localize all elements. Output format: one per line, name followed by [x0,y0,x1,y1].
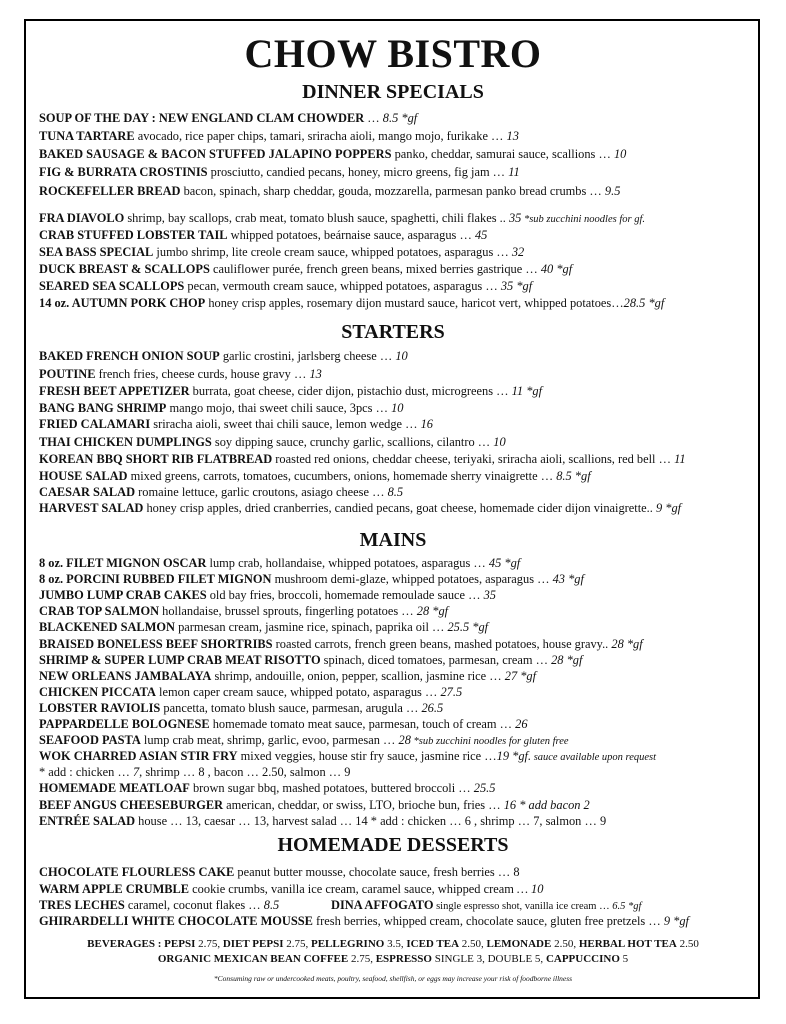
menu-item [39,183,762,200]
beverage-price: 2.50, [551,938,579,950]
section-mains: MAINS [359,529,427,551]
item-description: garlic crostini, jarlsberg cheese … [219,349,396,363]
item-description: french fries, cheese curds, house gravy … [95,367,310,381]
item-name: HOMEMADE MEATLOAF [39,781,190,796]
item-name: CHICKEN PICCATA [39,684,156,699]
menu-item [39,146,762,163]
item-description: mixed veggies, house stir fry sauce, jasmine rice … [237,749,497,764]
item-name: TUNA TARTARE [39,129,135,143]
item-description: parmesan cream, jasmine rice, spinach, paprika oil … [174,620,448,635]
item-name: CHOCOLATE FLOURLESS CAKE [39,865,235,879]
item-name: BANG BANG SHRIMP [39,401,167,415]
item-description: mushroom demi-glaze, whipped potatoes, asparagus … [271,572,553,587]
item-price: 28 *gf [551,652,583,667]
item-description: roasted carrots, french green beans, mashed potatoes, house gravy.. [272,636,612,651]
section-desserts: HOMEMADE DESSERTS [277,834,509,856]
item-price: 27.5 [440,684,463,699]
item-description: panko, cheddar, samurai sauce, scallions … [391,147,614,161]
item-description: lemon caper cream sauce, whipped potato, asparagus … [155,684,441,699]
item-price: 11 *gf [511,384,543,398]
menu-item [39,797,762,814]
item-name: BEEF ANGUS CHEESEBURGER [39,797,224,812]
item-name: SHRIMP & SUPER LUMP CRAB MEAT RISOTTO [39,652,321,667]
item-description: old bay fries, broccoli, homemade remoulade sauce … [206,588,484,603]
item-price: 9.5 [604,184,621,198]
item-price: 26.5 [421,700,444,715]
menu-item [39,881,762,898]
beverage-price: 2.75, [283,938,311,950]
page-title: CHOW BISTRO [244,31,542,76]
menu-item [39,261,762,278]
item-description: soy dipping sauce, crunchy garlic, scallions, cilantro … [211,435,494,449]
menu-item [39,416,762,433]
item-price: 13 [309,367,322,381]
item-description: brown sugar bbq, mashed potatoes, buttered broccoli … [189,781,474,796]
item-price: 35 [483,588,496,603]
section-starters: STARTERS [341,321,445,343]
item-description: avocado, rice paper chips, tamari, sriracha aioli, mango mojo, furikake … [134,129,507,143]
menu-item [39,210,762,228]
item-name: SEARED SEA SCALLOPS [39,279,185,293]
item-name: FRA DIAVOLO [39,211,125,225]
menu-item [39,603,762,620]
item-price: 32 [511,245,525,259]
item-name: DUCK BREAST & SCALLOPS [39,262,210,276]
beverage-name: ICED TEA [406,938,460,950]
menu-item [39,913,762,930]
item-name: 14 oz. AUTUMN PORK CHOP [39,296,206,310]
item-description: fresh berries, whipped cream, chocolate sauce, gluten free pretzels … [312,914,664,928]
beverage-price: 2.75, [195,938,223,950]
item-description: spinach, diced tomatoes, parmesan, cream … [320,652,552,667]
item-name: SEA BASS SPECIAL [39,245,154,259]
menu-item [39,348,762,365]
item-name: KOREAN BBQ SHORT RIB FLATBREAD [39,452,273,466]
item-price: 8.5 *gf [382,111,418,125]
item-price: 10 [613,147,627,161]
menu-item [39,571,762,588]
item-name: GHIRARDELLI WHITE CHOCOLATE MOUSSE [39,914,313,928]
menu-item [39,652,762,669]
beverage-name: ESPRESSO [375,953,432,965]
item-price: 16 [420,417,433,431]
item-description: prosciutto, candied pecans, honey, micro greens, fig jam … [207,165,509,179]
beverage-price: 2.50 [676,938,699,950]
item-price: 13 [506,129,519,143]
menu-item [39,500,762,517]
beverage-price: 5 [619,953,629,965]
menu-item [39,110,762,127]
item-name: FIG & BURRATA CROSTINIS [39,165,208,179]
menu-item [39,366,762,383]
menu-item [39,864,762,881]
item-description: american, cheddar, or swiss, LTO, brioche bun, fries … [223,797,504,812]
item-price: 9 *gf [655,501,682,515]
item-note: sauce available upon request [531,752,657,764]
item-name: BAKED SAUSAGE & BACON STUFFED JALAPINO POPPERS [39,147,392,161]
item-name: CAESAR SALAD [39,485,136,499]
item-price: 11 [508,165,520,179]
item-price: 28.5 *gf [623,296,665,310]
item-price: 10 [493,435,506,449]
item-name: SEAFOOD PASTA [39,733,141,748]
beverages-line-2 [0,951,786,967]
item-description: shrimp, andouille, onion, pepper, scallion, jasmine rice … [211,668,505,683]
item-description: * add : chicken … [39,765,133,780]
beverage-name: ORGANIC MEXICAN BEAN COFFEE [157,953,349,965]
item-price: 19 *gf. [496,749,532,764]
item-name: DINA AFFOGATO [331,898,434,912]
item-name: BLACKENED SALMON [39,620,175,635]
item-name: TRES LECHES [39,898,125,912]
item-description: honey crisp apples, dried cranberries, candied pecans, goat cheese, homemade cider dijon vinaigrette.. [143,501,656,515]
item-description: caramel, coconut flakes … [124,898,264,912]
beverage-name: HERBAL HOT TEA [578,938,677,950]
menu-item [39,684,762,701]
beverage-name: PELLEGRINO [310,938,385,950]
item-price: 28 [398,733,411,748]
item-description: house … 13, caesar … 13, harvest salad … 14 [135,813,368,828]
item-description: cookie crumbs, vanilla ice cream, caramel sauce, whipped cream [189,882,517,896]
menu-item [39,700,762,717]
item-description: romaine lettuce, garlic croutons, asiago cheese … [135,485,388,499]
beverage-price: SINGLE 3, DOUBLE 5, [431,953,546,965]
menu-item [39,555,762,572]
item-price: 35 [508,211,522,225]
item-description: sriracha aioli, sweet thai chili sauce, lemon wedge … [150,417,421,431]
item-price: 27 *gf [504,668,537,683]
item-price: 26 [515,717,528,731]
item-description: roasted red onions, cheddar cheese, teriyaki, sriracha aioli, scallions, red bell … [272,452,675,466]
item-description: jumbo shrimp, lite creole cream sauce, whipped potatoes, asparagus … [153,245,512,259]
item-description: … [364,111,383,125]
item-description: cauliflower purée, french green beans, mixed berries gastrique … [209,262,541,276]
item-price: 35 *gf [500,279,533,293]
item-name: THAI CHICKEN DUMPLINGS [39,435,212,449]
item-description: pancetta, tomato blush sauce, parmesan, arugula … [160,700,422,715]
item-name: 8 oz. PORCINI RUBBED FILET MIGNON [39,572,272,587]
item-name: FRIED CALAMARI [39,417,151,431]
menu-item [39,278,762,295]
beverages-line-1 [0,936,786,952]
item-name: CRAB STUFFED LOBSTER TAIL [39,228,228,242]
item-name: NEW ORLEANS JAMBALAYA [39,668,212,683]
menu-item [39,295,762,312]
item-price: 7 [132,765,140,780]
menu-item [39,400,762,417]
menu-item [39,484,762,501]
item-name: ROCKEFELLER BREAD [39,184,181,198]
item-price: 16 * add bacon 2 [503,797,590,812]
menu-item [39,716,762,733]
menu-item [39,780,762,797]
menu-item [39,128,762,145]
item-note: *sub zucchini noodles for gf. [521,214,646,225]
menu-item [39,468,762,485]
item-description: mango mojo, thai sweet chili sauce, 3pcs … [166,401,392,415]
menu-item [39,434,762,451]
item-name: PAPPARDELLE BOLOGNESE [39,717,210,731]
beverage-name: DIET PEPSI [222,938,284,950]
item-name: SOUP OF THE DAY : NEW ENGLAND CLAM CHOWDER [39,111,365,125]
item-name: JUMBO LUMP CRAB CAKES [39,588,207,603]
item-price: 45 [474,228,488,242]
item-addons: , shrimp … 8 , bacon … 2.50, salmon … 9 [139,765,351,780]
disclaimer: *Consuming raw or undercooked meats, poultry, seafood, shellfish, or eggs may increase your risk of foodborne illness [213,974,573,983]
item-name: LOBSTER RAVIOLIS [39,700,161,715]
item-price: 45 *gf [488,556,521,570]
menu-item [39,227,762,244]
item-price: 25.5 [473,781,496,796]
item-description: bacon, spinach, sharp cheddar, gouda, mozzarella, parmesan panko bread crumbs … [180,184,605,198]
item-description: mixed greens, carrots, tomatoes, cucumbers, onions, homemade sherry vinaigrette … [127,469,557,483]
item-price: 9 *gf [663,914,689,928]
section-dinner-specials: DINNER SPECIALS [302,81,484,103]
item-description: pecan, vermouth cream sauce, whipped potatoes, asparagus … [184,279,501,293]
menu-item [39,636,762,653]
item-description: lump crab, hollandaise, whipped potatoes, asparagus … [206,556,489,570]
item-name: ENTRÉE SALAD [39,813,136,828]
item-price: 28 *gf [611,636,643,651]
item-name: POUTINE [39,367,96,381]
item-description: single espresso shot, vanilla ice cream … [433,901,613,912]
item-price: 40 *gf [540,262,573,276]
menu-item [39,619,762,636]
item-name: WARM APPLE CRUMBLE [39,882,190,896]
item-price: 11 [674,452,686,466]
menu-item [39,164,762,181]
item-name: WOK CHARRED ASIAN STIR FRY [39,749,238,764]
item-price: 25.5 *gf [447,620,489,635]
item-price: 10 [395,349,408,363]
menu-item [39,764,762,781]
item-description: burrata, goat cheese, cider dijon, pistachio dust, microgreens … [189,384,512,398]
item-price: 10 [391,401,404,415]
item-name: BRAISED BONELESS BEEF SHORTRIBS [39,636,273,651]
item-price: 8.5 [263,898,280,912]
item-description: hollandaise, brussel sprouts, fingerling potatoes … [159,604,417,619]
item-description: homemade tomato meat sauce, parmesan, touch of cream … [209,717,516,731]
menu-item [39,668,762,685]
menu-item [39,244,762,261]
beverage-price: 2.75, [348,953,376,965]
item-price: 28 *gf [416,604,449,619]
menu-item [39,587,762,604]
item-description: lump crab meat, shrimp, garlic, evoo, parmesan … [140,733,399,748]
item-name: FRESH BEET APPETIZER [39,384,190,398]
menu-item [39,451,762,468]
item-description: peanut butter mousse, chocolate sauce, fresh berries … 8 [234,865,520,879]
item-name: BAKED FRENCH ONION SOUP [39,349,220,363]
item-price: … 10 [516,882,544,896]
beverage-name: LEMONADE [486,938,552,950]
item-name: HARVEST SALAD [39,501,144,515]
item-name: 8 oz. FILET MIGNON OSCAR [39,556,207,570]
item-addons: * add : chicken … 6 , shrimp … 7, salmon … 9 [367,813,607,828]
menu-item-side [331,897,762,915]
item-description: honey crisp apples, rosemary dijon mustard sauce, haricot vert, whipped potatoes… [205,296,624,310]
beverage-name: CAPPUCCINO [545,953,620,965]
beverage-price: 3.5, [384,938,407,950]
item-name: CRAB TOP SALMON [39,604,160,619]
item-name: HOUSE SALAD [39,469,128,483]
item-price: 8.5 [387,485,404,499]
menu-item [39,383,762,400]
item-description: shrimp, bay scallops, crab meat, tomato blush sauce, spaghetti, chili flakes .. [124,211,509,225]
item-price: 43 *gf [552,572,584,587]
beverage-price: 2.50, [459,938,487,950]
item-description: whipped potatoes, beárnaise sauce, asparagus … [227,228,475,242]
item-price: 6.5 *gf [612,901,642,912]
item-price: 8.5 *gf [556,469,591,483]
beverage-name: BEVERAGES : PEPSI [87,938,196,950]
menu-item [39,813,762,830]
item-note: *sub zucchini noodles for gluten free [410,736,569,748]
